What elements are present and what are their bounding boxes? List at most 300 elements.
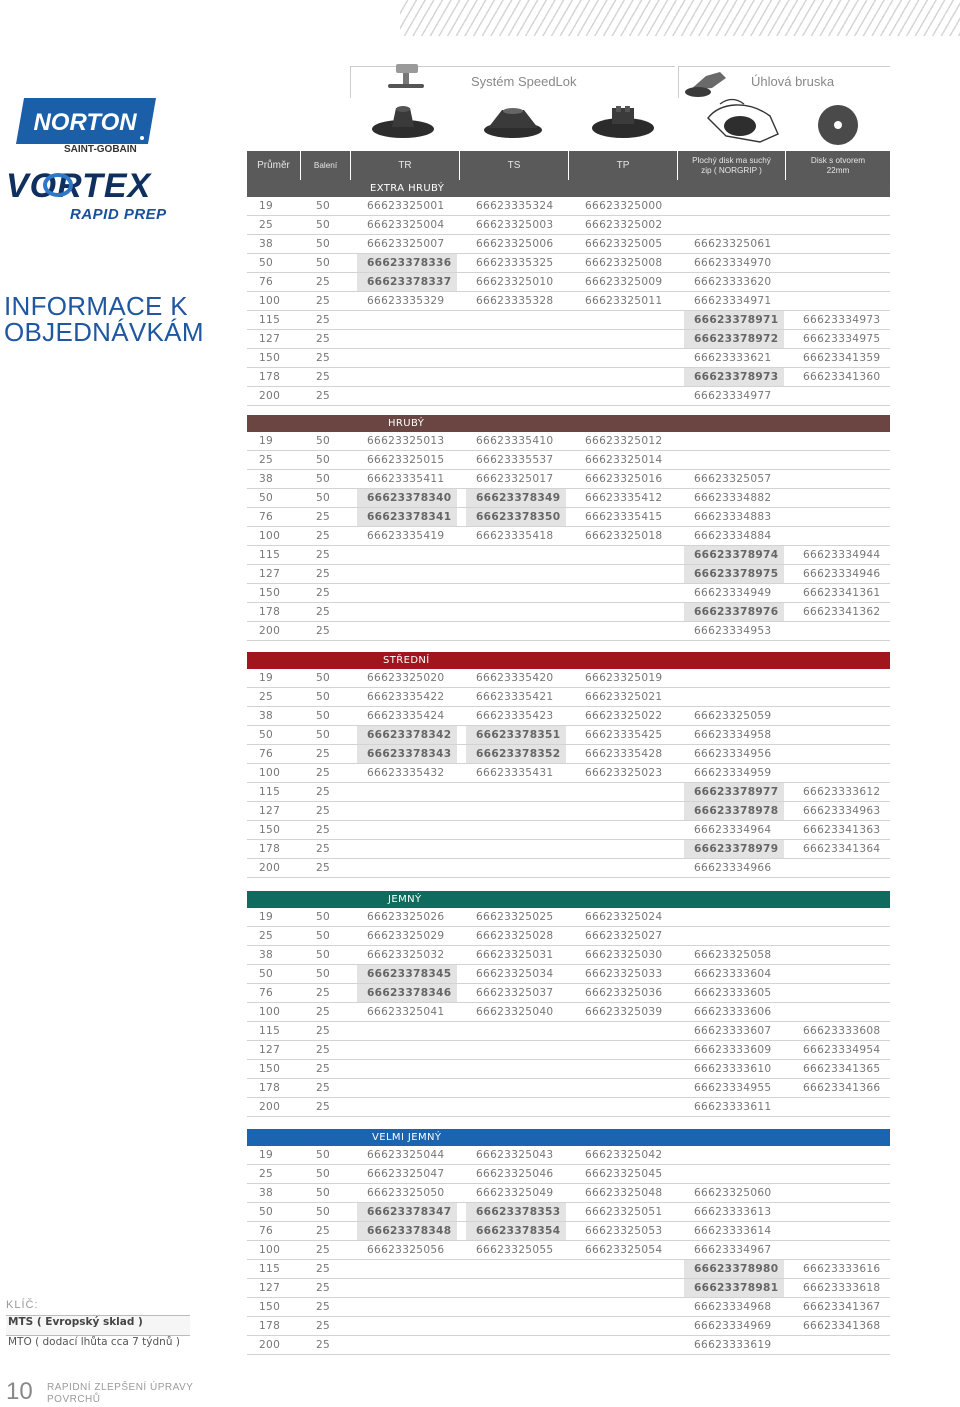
cell-flat-disc-code xyxy=(684,669,784,687)
cell-flat-disc-code: 66623333610 xyxy=(694,1063,772,1075)
cell-ts-code xyxy=(466,1317,566,1335)
table-row xyxy=(247,235,890,254)
cell-flat-disc-code: 66623334955 xyxy=(694,1082,772,1094)
cell-hole-disc-code xyxy=(793,859,893,877)
cell-pack: 50 xyxy=(316,257,331,269)
cell-pack: 50 xyxy=(316,911,331,923)
cell-tp-code xyxy=(575,783,675,801)
cell-diameter: 19 xyxy=(259,200,274,212)
table-row xyxy=(247,1060,890,1079)
table-row xyxy=(247,669,890,688)
cell-pack: 25 xyxy=(316,767,331,779)
cell-flat-disc-code: 66623334883 xyxy=(694,511,772,523)
cell-flat-disc-code: 66623333604 xyxy=(694,968,772,980)
cell-flat-disc-code: 66623325057 xyxy=(694,473,772,485)
cell-pack: 25 xyxy=(316,606,331,618)
cell-diameter: 115 xyxy=(259,1025,281,1037)
section-velmi-jemny xyxy=(247,1129,890,1355)
cell-tr-code xyxy=(357,1317,457,1335)
cell-diameter: 115 xyxy=(259,786,281,798)
cell-tr-code xyxy=(357,1098,457,1116)
cell-pack: 25 xyxy=(316,1282,331,1294)
table-row xyxy=(247,1079,890,1098)
cell-hole-disc-code xyxy=(793,688,893,706)
table-row xyxy=(247,330,890,349)
table-row xyxy=(247,508,890,527)
cell-ts-code xyxy=(466,349,566,367)
cell-diameter: 19 xyxy=(259,435,274,447)
cell-flat-disc-code: 66623334949 xyxy=(694,587,772,599)
cell-tp-code xyxy=(575,1260,675,1278)
cell-diameter: 50 xyxy=(259,492,274,504)
table-row xyxy=(247,707,890,726)
cell-tr-code xyxy=(357,311,457,329)
cell-tr-code xyxy=(357,622,457,640)
cell-hole-disc-code: 66623334954 xyxy=(803,1044,881,1056)
cell-diameter: 25 xyxy=(259,930,274,942)
cell-hole-disc-code: 66623341359 xyxy=(803,352,881,364)
cell-flat-disc-code: 66623333619 xyxy=(694,1339,772,1351)
cell-tp-code xyxy=(575,368,675,386)
cell-ts-code: 66623325043 xyxy=(476,1149,554,1161)
cell-diameter: 38 xyxy=(259,1187,274,1199)
page-title: INFORMACE K OBJEDNÁVKÁM xyxy=(4,291,204,347)
cell-tr-code: 66623378347 xyxy=(357,1203,457,1221)
cell-tp-code: 66623325024 xyxy=(585,911,663,923)
cell-ts-code xyxy=(466,1336,566,1354)
cell-tp-code xyxy=(575,859,675,877)
system-name-speedlok: Systém SpeedLok xyxy=(471,74,577,89)
cell-flat-disc-code xyxy=(684,1165,784,1183)
table-row xyxy=(247,927,890,946)
cell-hole-disc-code xyxy=(793,1003,893,1021)
cell-tr-code: 66623378343 xyxy=(357,745,457,763)
cell-tp-code: 66623325014 xyxy=(585,454,663,466)
cell-pack: 50 xyxy=(316,1168,331,1180)
cell-diameter: 200 xyxy=(259,1101,281,1113)
cell-tr-code: 66623325001 xyxy=(367,200,445,212)
cell-tr-code xyxy=(357,368,457,386)
ts-disc-icon xyxy=(482,104,544,140)
cell-pack: 50 xyxy=(316,691,331,703)
col-header-diameter: Průměr xyxy=(247,151,300,180)
cell-ts-code xyxy=(466,565,566,583)
cell-tr-code xyxy=(357,1079,457,1097)
cell-tr-code xyxy=(357,1298,457,1316)
cell-pack: 25 xyxy=(316,333,331,345)
brand-sub-label: SAINT-GOBAIN xyxy=(64,144,137,155)
table-row xyxy=(247,432,890,451)
table-row xyxy=(247,584,890,603)
cell-tp-code xyxy=(575,1336,675,1354)
cell-tr-code xyxy=(357,603,457,621)
cell-ts-code xyxy=(466,1098,566,1116)
table-row xyxy=(247,1203,890,1222)
cell-diameter: 100 xyxy=(259,530,281,542)
table-row xyxy=(247,984,890,1003)
table-row xyxy=(247,216,890,235)
cell-flat-disc-code: 66623334969 xyxy=(694,1320,772,1332)
cell-pack: 25 xyxy=(316,1339,331,1351)
table-row xyxy=(247,470,890,489)
cell-hole-disc-code: 66623334975 xyxy=(803,333,881,345)
cell-pack: 25 xyxy=(316,530,331,542)
cell-ts-code: 66623325006 xyxy=(476,238,554,250)
col-header-hole-disc: Disk s otvorem 22mm xyxy=(786,151,890,180)
cell-pack: 50 xyxy=(316,492,331,504)
section-hruby xyxy=(247,415,890,641)
cell-ts-code: 66623335537 xyxy=(476,454,554,466)
table-row xyxy=(247,565,890,584)
cell-hole-disc-code xyxy=(793,1241,893,1259)
cell-flat-disc-code: 66623333620 xyxy=(694,276,772,288)
table-row xyxy=(247,527,890,546)
cell-diameter: 127 xyxy=(259,805,281,817)
cell-hole-disc-code: 66623333616 xyxy=(803,1263,881,1275)
cell-diameter: 76 xyxy=(259,1225,274,1237)
cell-tr-code xyxy=(357,546,457,564)
cell-hole-disc-code xyxy=(793,745,893,763)
table-row xyxy=(247,1298,890,1317)
cell-tr-code: 66623335419 xyxy=(367,530,445,542)
cell-flat-disc-code xyxy=(684,1146,784,1164)
cell-hole-disc-code xyxy=(793,1098,893,1116)
cell-pack: 25 xyxy=(316,786,331,798)
cell-pack: 50 xyxy=(316,710,331,722)
cell-pack: 50 xyxy=(316,930,331,942)
cell-ts-code: 66623378350 xyxy=(466,508,566,526)
cell-hole-disc-code: 66623341367 xyxy=(803,1301,881,1313)
cell-ts-code xyxy=(466,311,566,329)
cell-pack: 25 xyxy=(316,843,331,855)
cell-diameter: 127 xyxy=(259,333,281,345)
cell-diameter: 115 xyxy=(259,549,281,561)
table-row xyxy=(247,1022,890,1041)
cell-tp-code: 66623325051 xyxy=(585,1206,663,1218)
table-row xyxy=(247,349,890,368)
cell-diameter: 178 xyxy=(259,843,281,855)
svg-text:NORTON: NORTON xyxy=(33,109,137,136)
cell-tr-code xyxy=(357,1336,457,1354)
cell-tr-code: 66623335422 xyxy=(367,691,445,703)
cell-ts-code: 66623335324 xyxy=(476,200,554,212)
cell-pack: 50 xyxy=(316,454,331,466)
cell-tp-code: 66623325005 xyxy=(585,238,663,250)
table-row xyxy=(247,745,890,764)
legend xyxy=(6,1299,190,1355)
cell-hole-disc-code xyxy=(793,965,893,983)
col-header-flat-disc: Plochý disk ma suchý zip ( NORGRIP ) xyxy=(678,151,785,180)
table-row xyxy=(247,387,890,406)
table-row xyxy=(247,1098,890,1117)
cell-ts-code: 66623325037 xyxy=(476,987,554,999)
cell-diameter: 25 xyxy=(259,1168,274,1180)
cell-hole-disc-code xyxy=(793,254,893,272)
cell-flat-disc-code: 66623378978 xyxy=(684,802,784,820)
cell-flat-disc-code xyxy=(684,908,784,926)
cell-diameter: 76 xyxy=(259,987,274,999)
cell-diameter: 178 xyxy=(259,1082,281,1094)
cell-ts-code xyxy=(466,1298,566,1316)
cell-ts-code: 66623325025 xyxy=(476,911,554,923)
cell-tp-code: 66623325033 xyxy=(585,968,663,980)
cell-flat-disc-code: 66623333621 xyxy=(694,352,772,364)
cell-pack: 25 xyxy=(316,805,331,817)
system-name-grinder: Úhlová bruska xyxy=(751,74,835,89)
cell-tr-code xyxy=(357,330,457,348)
cell-pack: 50 xyxy=(316,219,331,231)
grade-label: VELMI JEMNÝ xyxy=(372,1132,442,1143)
cell-hole-disc-code xyxy=(793,622,893,640)
cell-ts-code: 66623335328 xyxy=(476,295,554,307)
cell-pack: 25 xyxy=(316,371,331,383)
cell-pack: 50 xyxy=(316,672,331,684)
cell-tr-code: 66623325032 xyxy=(367,949,445,961)
table-row xyxy=(247,368,890,387)
cell-pack: 25 xyxy=(316,511,331,523)
cell-flat-disc-code: 66623325061 xyxy=(694,238,772,250)
cell-hole-disc-code: 66623341361 xyxy=(803,587,881,599)
cell-diameter: 150 xyxy=(259,587,281,599)
cell-tr-code xyxy=(357,840,457,858)
cell-ts-code: 66623335423 xyxy=(476,710,554,722)
cell-tr-code: 66623325041 xyxy=(367,1006,445,1018)
cell-flat-disc-code: 66623334956 xyxy=(694,748,772,760)
tr-disc-icon xyxy=(370,104,436,140)
cell-tr-code: 66623325044 xyxy=(367,1149,445,1161)
cell-hole-disc-code: 66623333612 xyxy=(803,786,881,798)
cell-tp-code: 66623325054 xyxy=(585,1244,663,1256)
grade-header xyxy=(247,891,890,908)
cell-tp-code: 66623325016 xyxy=(585,473,663,485)
cell-tr-code: 66623378337 xyxy=(357,273,457,291)
cell-tp-code xyxy=(575,840,675,858)
cell-flat-disc-code: 66623325058 xyxy=(694,949,772,961)
cell-pack: 50 xyxy=(316,200,331,212)
cell-diameter: 200 xyxy=(259,862,281,874)
cell-hole-disc-code xyxy=(793,1146,893,1164)
cell-diameter: 100 xyxy=(259,1244,281,1256)
cell-tp-code: 66623335412 xyxy=(585,492,663,504)
cell-ts-code xyxy=(466,546,566,564)
cell-hole-disc-code xyxy=(793,508,893,526)
cell-tr-code: 66623325056 xyxy=(367,1244,445,1256)
cell-tr-code xyxy=(357,1022,457,1040)
table-row xyxy=(247,273,890,292)
cell-ts-code xyxy=(466,1279,566,1297)
cell-diameter: 127 xyxy=(259,1282,281,1294)
cell-pack: 50 xyxy=(316,435,331,447)
vortex-logo xyxy=(4,168,216,202)
cell-pack: 25 xyxy=(316,1025,331,1037)
grade-header xyxy=(247,415,890,432)
cell-hole-disc-code xyxy=(793,927,893,945)
cell-flat-disc-code: 66623325059 xyxy=(694,710,772,722)
cell-flat-disc-code: 66623334953 xyxy=(694,625,772,637)
cell-flat-disc-code: 66623325060 xyxy=(694,1187,772,1199)
cell-flat-disc-code: 66623378976 xyxy=(684,603,784,621)
section-stredni xyxy=(247,652,890,878)
cell-tp-code xyxy=(575,1317,675,1335)
table-row xyxy=(247,1279,890,1298)
cell-pack: 25 xyxy=(316,1101,331,1113)
cell-tp-code xyxy=(575,1022,675,1040)
grade-label: STŘEDNÍ xyxy=(383,655,430,666)
grade-label: JEMNÝ xyxy=(388,894,422,905)
cell-diameter: 50 xyxy=(259,968,274,980)
cell-hole-disc-code xyxy=(793,489,893,507)
table-row xyxy=(247,292,890,311)
svg-text:VORTEX: VORTEX xyxy=(6,168,152,202)
cell-hole-disc-code xyxy=(793,908,893,926)
cell-tr-code: 66623378345 xyxy=(357,965,457,983)
cell-tp-code: 66623335415 xyxy=(585,511,663,523)
cell-tr-code xyxy=(357,802,457,820)
norgrip-disc-hand-icon xyxy=(700,96,784,148)
cell-flat-disc-code xyxy=(684,927,784,945)
cell-tr-code: 66623378336 xyxy=(357,254,457,272)
cell-flat-disc-code: 66623334958 xyxy=(694,729,772,741)
cell-diameter: 178 xyxy=(259,371,281,383)
cell-ts-code: 66623325049 xyxy=(476,1187,554,1199)
cell-tr-code xyxy=(357,565,457,583)
cell-flat-disc-code xyxy=(684,451,784,469)
cell-ts-code xyxy=(466,1079,566,1097)
cell-tp-code xyxy=(575,565,675,583)
cell-pack: 25 xyxy=(316,862,331,874)
cell-tp-code xyxy=(575,802,675,820)
cell-flat-disc-code: 66623378971 xyxy=(684,311,784,329)
cell-ts-code xyxy=(466,330,566,348)
cell-hole-disc-code: 66623334973 xyxy=(803,314,881,326)
cell-flat-disc-code xyxy=(684,216,784,234)
cell-hole-disc-code: 66623333608 xyxy=(803,1025,881,1037)
cell-diameter: 76 xyxy=(259,276,274,288)
cell-pack: 50 xyxy=(316,1206,331,1218)
cell-diameter: 50 xyxy=(259,729,274,741)
cell-tp-code: 66623325045 xyxy=(585,1168,663,1180)
cell-diameter: 100 xyxy=(259,1006,281,1018)
cell-ts-code xyxy=(466,1022,566,1040)
cell-tp-code: 66623325021 xyxy=(585,691,663,703)
cell-ts-code: 66623325040 xyxy=(476,1006,554,1018)
cell-flat-disc-code: 66623378974 xyxy=(684,546,784,564)
page-number: 10 xyxy=(6,1378,33,1405)
cell-tr-code: 66623335432 xyxy=(367,767,445,779)
cell-pack: 25 xyxy=(316,390,331,402)
cell-tp-code: 66623325030 xyxy=(585,949,663,961)
cell-pack: 50 xyxy=(316,1149,331,1161)
section-extra-hruby xyxy=(247,180,890,406)
cell-tp-code xyxy=(575,1079,675,1097)
cell-hole-disc-code xyxy=(793,1184,893,1202)
cell-tp-code: 66623335425 xyxy=(585,729,663,741)
cell-ts-code: 66623335410 xyxy=(476,435,554,447)
grade-header xyxy=(247,180,890,197)
cell-diameter: 150 xyxy=(259,352,281,364)
cell-flat-disc-code: 66623378975 xyxy=(684,565,784,583)
cell-hole-disc-code xyxy=(793,1165,893,1183)
table-row xyxy=(247,1336,890,1355)
cell-ts-code xyxy=(466,821,566,839)
cell-pack: 25 xyxy=(316,987,331,999)
cell-tr-code: 66623335411 xyxy=(367,473,445,485)
cell-diameter: 38 xyxy=(259,238,274,250)
cell-ts-code: 66623325031 xyxy=(476,949,554,961)
cell-tr-code xyxy=(357,783,457,801)
cell-tr-code xyxy=(357,584,457,602)
grade-label: HRUBÝ xyxy=(388,418,425,429)
cell-ts-code: 66623378351 xyxy=(466,726,566,744)
cell-pack: 25 xyxy=(316,1006,331,1018)
cell-diameter: 150 xyxy=(259,1063,281,1075)
cell-ts-code xyxy=(466,840,566,858)
table-row xyxy=(247,726,890,745)
speedlok-mandrel-icon xyxy=(386,60,428,94)
cell-hole-disc-code xyxy=(793,387,893,405)
cell-tp-code xyxy=(575,584,675,602)
cell-flat-disc-code: 66623334959 xyxy=(694,767,772,779)
cell-hole-disc-code: 66623341368 xyxy=(803,1320,881,1332)
cell-pack: 25 xyxy=(316,1320,331,1332)
legend-item-mto: MTO ( dodací lhůta cca 7 týdnů ) xyxy=(6,1335,190,1355)
decorative-hatch-band xyxy=(400,0,960,36)
cell-hole-disc-code xyxy=(793,292,893,310)
cell-tp-code: 66623325048 xyxy=(585,1187,663,1199)
cell-tr-code: 66623378341 xyxy=(357,508,457,526)
col-header-pack: Balení xyxy=(301,151,350,180)
cell-tr-code: 66623335329 xyxy=(367,295,445,307)
cell-flat-disc-code: 66623378981 xyxy=(684,1279,784,1297)
table-row xyxy=(247,254,890,273)
cell-diameter: 38 xyxy=(259,949,274,961)
cell-diameter: 38 xyxy=(259,710,274,722)
cell-tr-code: 66623325013 xyxy=(367,435,445,447)
cell-pack: 25 xyxy=(316,314,331,326)
cell-hole-disc-code: 66623334946 xyxy=(803,568,881,580)
col-header-ts: TS xyxy=(460,151,568,180)
cell-tp-code: 66623325018 xyxy=(585,530,663,542)
cell-tr-code xyxy=(357,387,457,405)
cell-pack: 50 xyxy=(316,238,331,250)
cell-pack: 25 xyxy=(316,748,331,760)
cell-tp-code: 66623325022 xyxy=(585,710,663,722)
cell-tp-code xyxy=(575,349,675,367)
cell-pack: 25 xyxy=(316,1082,331,1094)
cell-tr-code: 66623325007 xyxy=(367,238,445,250)
cell-hole-disc-code: 66623341363 xyxy=(803,824,881,836)
cell-diameter: 200 xyxy=(259,390,281,402)
cell-ts-code: 66623325055 xyxy=(476,1244,554,1256)
cell-hole-disc-code xyxy=(793,726,893,744)
cell-tp-code: 66623325027 xyxy=(585,930,663,942)
cell-flat-disc-code: 66623333613 xyxy=(694,1206,772,1218)
table-row xyxy=(247,1241,890,1260)
cell-diameter: 50 xyxy=(259,1206,274,1218)
table-row xyxy=(247,311,890,330)
cell-diameter: 25 xyxy=(259,219,274,231)
cell-flat-disc-code: 66623334964 xyxy=(694,824,772,836)
cell-ts-code xyxy=(466,1060,566,1078)
cell-pack: 50 xyxy=(316,473,331,485)
cell-hole-disc-code: 66623333618 xyxy=(803,1282,881,1294)
cell-ts-code xyxy=(466,622,566,640)
cell-tp-code: 66623325000 xyxy=(585,200,663,212)
cell-ts-code: 66623335421 xyxy=(476,691,554,703)
cell-ts-code: 66623335420 xyxy=(476,672,554,684)
cell-pack: 25 xyxy=(316,587,331,599)
cell-flat-disc-code: 66623333607 xyxy=(694,1025,772,1037)
